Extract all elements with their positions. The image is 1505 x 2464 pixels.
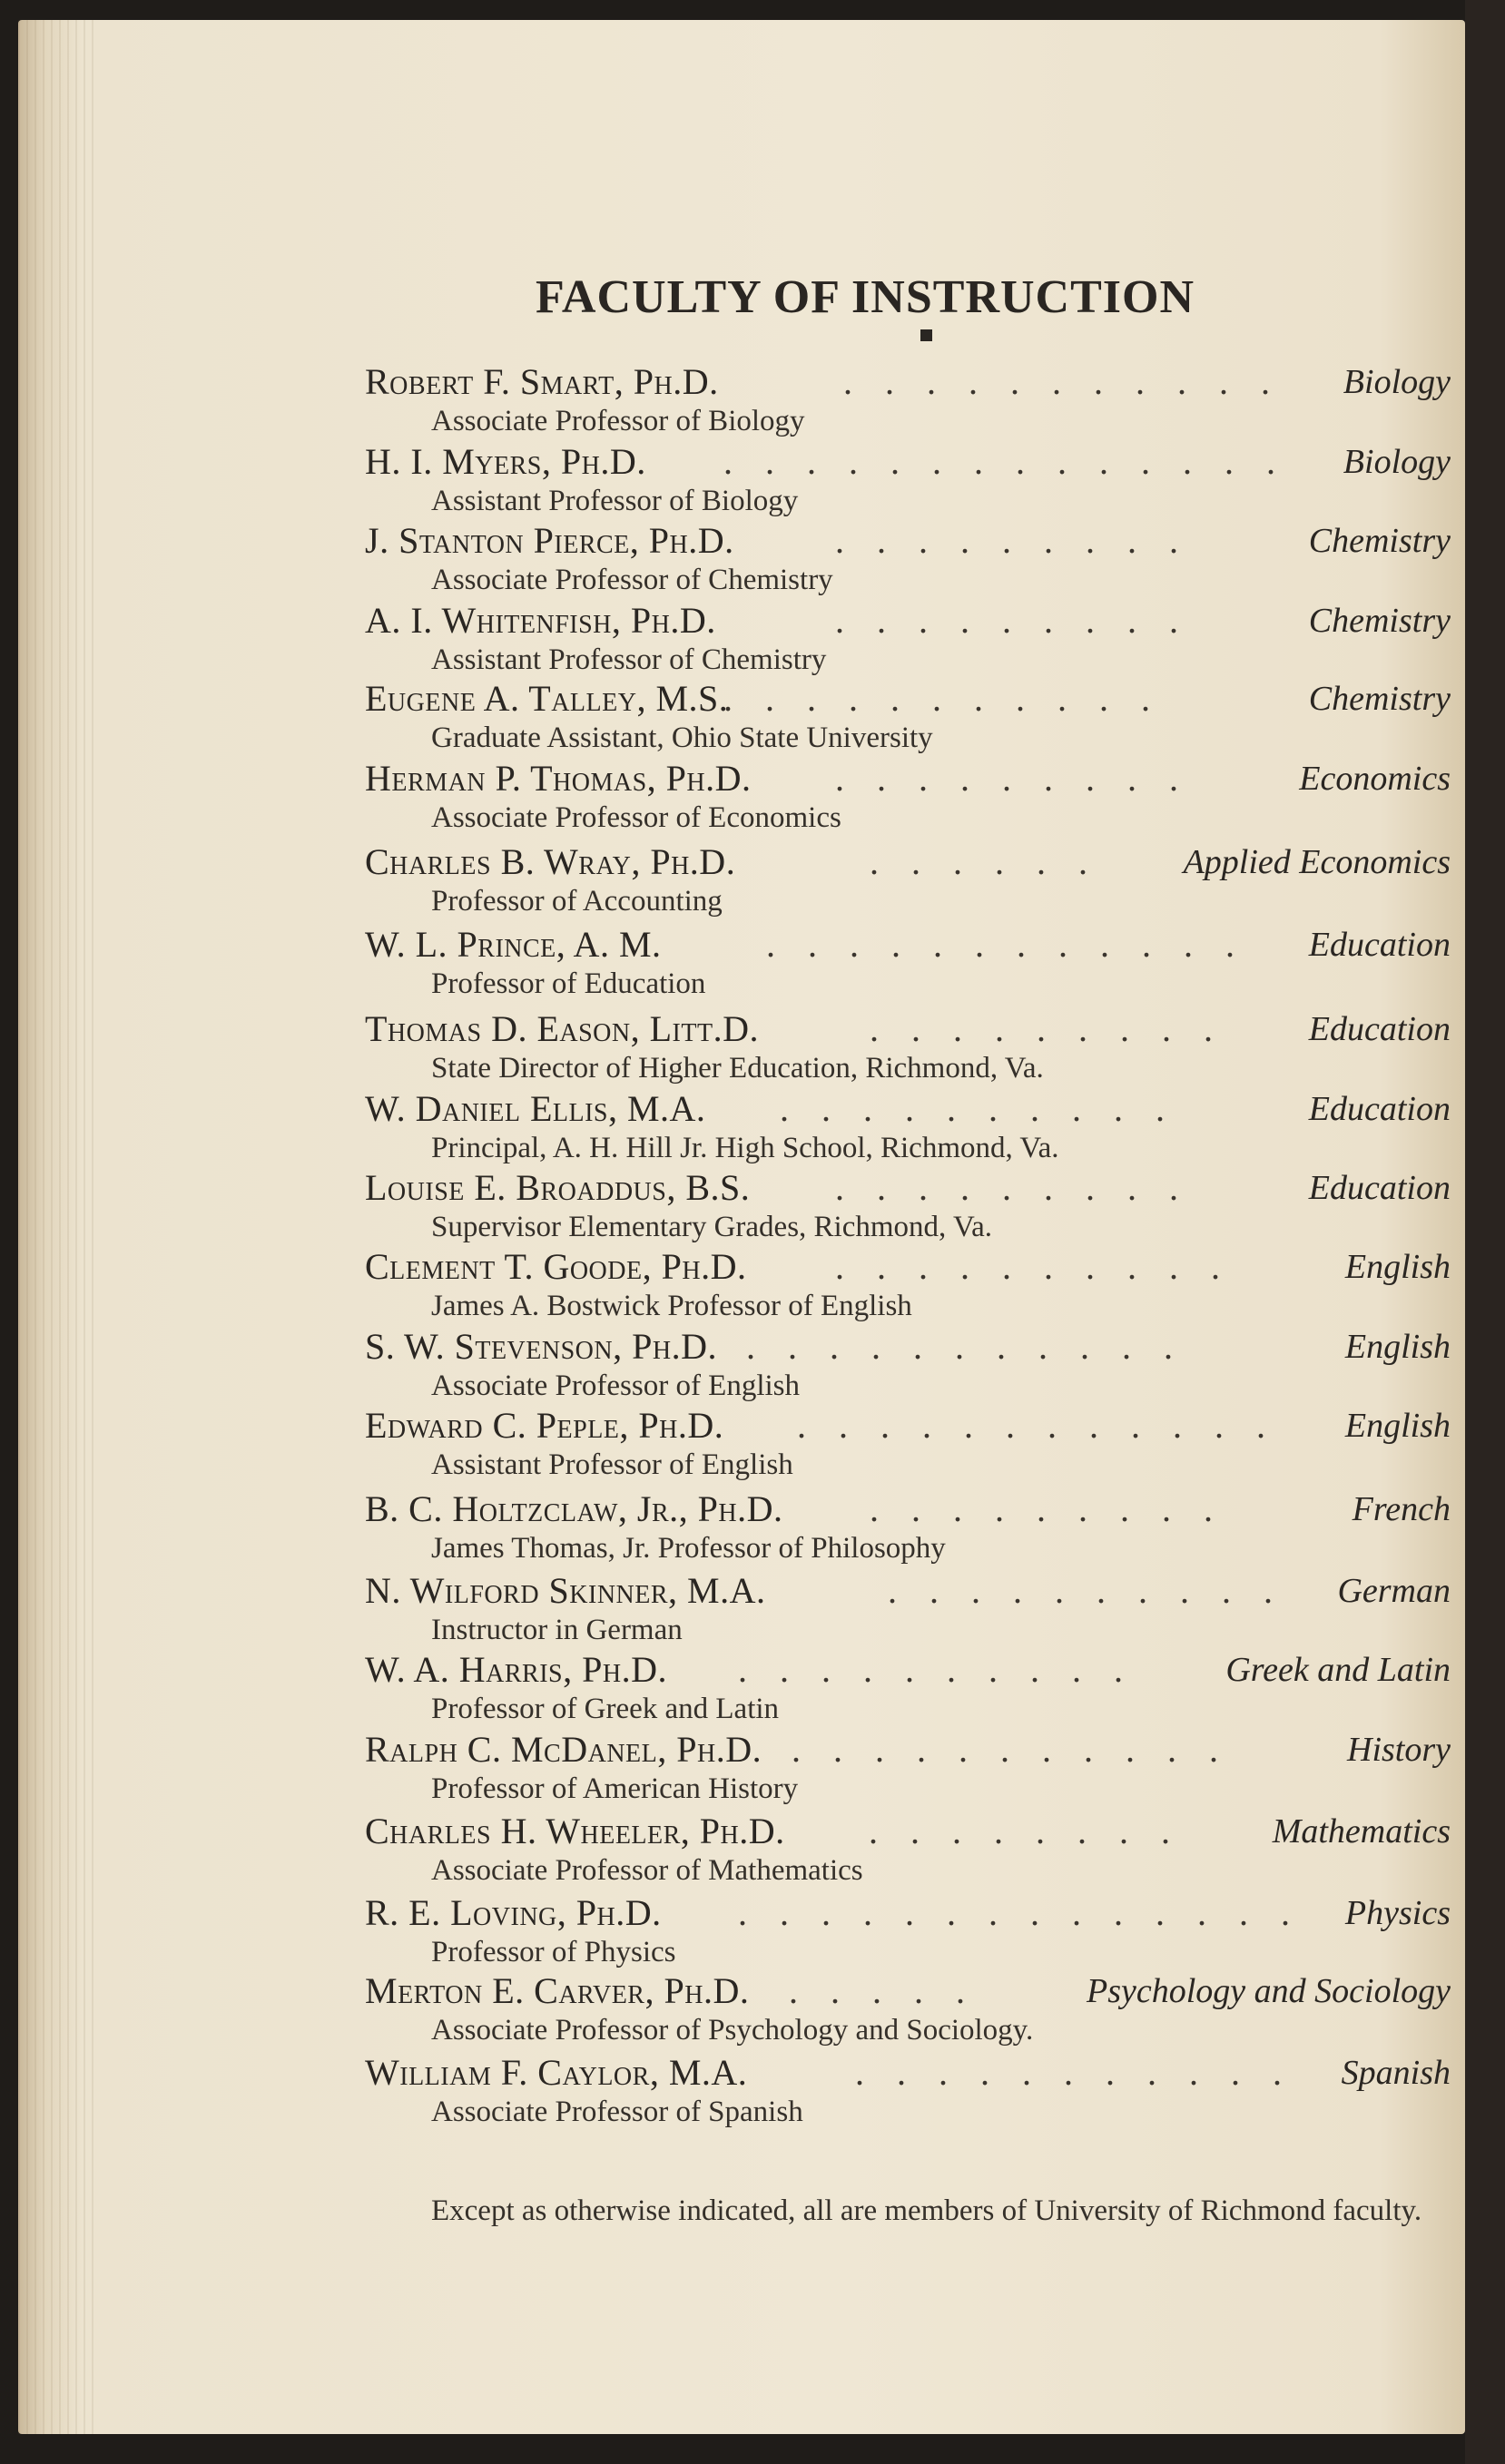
entry-heading (365, 1488, 1463, 1530)
department: Education (1308, 1090, 1451, 1128)
faculty-name: B. C. Holtzclaw, Jr., Ph.D. (365, 1488, 783, 1529)
entry-heading (365, 1008, 1463, 1050)
entry-heading (365, 1970, 1463, 2012)
faculty-name: W. A. Harris, Ph.D. (365, 1649, 667, 1690)
department: Education (1308, 926, 1451, 964)
faculty-entry (365, 1405, 1463, 1483)
faculty-name: Robert F. Smart, Ph.D. (365, 361, 719, 402)
faculty-name: Merton E. Carver, Ph.D. (365, 1970, 750, 2011)
faculty-entry (365, 758, 1463, 836)
page-title: FACULTY OF INSTRUCTION (536, 271, 1195, 323)
entry-heading (365, 2052, 1463, 2094)
leader-dots: . . . . . . . . . . . (746, 1326, 1185, 1367)
faculty-entry (365, 924, 1463, 1002)
entry-heading (365, 600, 1463, 642)
leader-dots: . . . . . . . . . . . . (766, 924, 1246, 965)
faculty-name: A. I. Whitenfish, Ph.D. (365, 600, 716, 641)
department: Chemistry (1308, 680, 1451, 718)
faculty-title: Professor of Physics (431, 1936, 676, 1968)
faculty-title: Professor of Accounting (431, 885, 723, 918)
faculty-title: Associate Professor of Chemistry (431, 564, 833, 596)
leader-dots: . . . . . . . . . . . . (797, 1405, 1277, 1446)
leader-dots: . . . . . . . . . . . (843, 361, 1282, 402)
faculty-title: James Thomas, Jr. Professor of Philosophy (431, 1532, 946, 1565)
faculty-title: Associate Professor of Mathematics (431, 1854, 863, 1887)
faculty-name: Charles H. Wheeler, Ph.D. (365, 1811, 785, 1851)
faculty-entry (365, 1246, 1463, 1324)
faculty-title: Assistant Professor of English (431, 1448, 793, 1481)
entry-heading (365, 1570, 1463, 1612)
department: Biology (1343, 443, 1451, 481)
faculty-name: N. Wilford Skinner, M.A. (365, 1570, 766, 1611)
department: Physics (1344, 1894, 1451, 1932)
faculty-title: Associate Professor of Biology (431, 405, 805, 437)
department: English (1344, 1248, 1451, 1286)
faculty-entry (365, 1008, 1463, 1086)
faculty-name: Edward C. Peple, Ph.D. (365, 1405, 724, 1446)
department: Economics (1299, 760, 1451, 798)
department: English (1344, 1328, 1451, 1366)
entry-heading (365, 520, 1463, 562)
faculty-entry (365, 1970, 1463, 2048)
faculty-entry (365, 1167, 1463, 1245)
entry-heading (365, 678, 1463, 720)
faculty-name: Herman P. Thomas, Ph.D. (365, 758, 752, 799)
faculty-name: Ralph C. McDanel, Ph.D. (365, 1729, 762, 1770)
faculty-entry (365, 1570, 1463, 1648)
faculty-title: James A. Bostwick Professor of English (431, 1290, 912, 1322)
entry-heading (365, 1167, 1463, 1209)
faculty-name: S. W. Stevenson, Ph.D. (365, 1326, 717, 1367)
faculty-title: Supervisor Elementary Grades, Richmond, Va. (431, 1211, 993, 1243)
faculty-title: Principal, A. H. Hill Jr. High School, Richmond, Va. (431, 1132, 1059, 1164)
faculty-title: Professor of American History (431, 1772, 799, 1805)
leader-dots: . . . . . . . . . . (888, 1570, 1284, 1611)
department: Greek and Latin (1225, 1651, 1451, 1689)
faculty-entry (365, 1811, 1463, 1889)
department: Education (1308, 1169, 1451, 1207)
department: Chemistry (1308, 522, 1451, 560)
faculty-name: H. I. Myers, Ph.D. (365, 441, 646, 482)
faculty-entry (365, 678, 1463, 756)
faculty-entry (365, 1088, 1463, 1166)
department: Psychology and Sociology (1086, 1972, 1451, 2010)
faculty-title: Associate Professor of Economics (431, 801, 841, 834)
department: Biology (1343, 363, 1451, 401)
faculty-title: Assistant Professor of Chemistry (431, 643, 827, 676)
faculty-entry (365, 841, 1463, 919)
faculty-name: Thomas D. Eason, Litt.D. (365, 1008, 759, 1049)
department: Education (1308, 1010, 1451, 1048)
entry-heading (365, 924, 1463, 966)
faculty-entry (365, 361, 1463, 439)
entry-heading (365, 1326, 1463, 1368)
faculty-title: Professor of Education (431, 967, 706, 1000)
entry-heading (365, 1649, 1463, 1691)
faculty-name: Eugene A. Talley, M.S. (365, 678, 729, 719)
leader-dots: . . . . . . . . . . (835, 1246, 1232, 1287)
entry-heading (365, 361, 1463, 403)
faculty-name: William F. Caylor, M.A. (365, 2052, 748, 2093)
department: Spanish (1341, 2054, 1451, 2092)
faculty-name: Clement T. Goode, Ph.D. (365, 1246, 747, 1287)
faculty-entry (365, 600, 1463, 678)
book-spine (1465, 0, 1505, 2464)
leader-dots: . . . . . . . . . . (738, 1649, 1135, 1690)
department: Mathematics (1272, 1812, 1451, 1850)
leader-dots: . . . . . . . . . (870, 1488, 1225, 1529)
leader-dots: . . . . . . . . . . . . . . (723, 441, 1287, 482)
title-ornament-icon (920, 329, 932, 341)
faculty-entry (365, 1649, 1463, 1727)
faculty-entry (365, 520, 1463, 598)
entry-heading (365, 841, 1463, 883)
leader-dots: . . . . . . . . . . . (855, 2052, 1294, 2093)
department: French (1352, 1490, 1451, 1528)
department: Applied Economics (1183, 843, 1451, 881)
entry-heading (365, 1892, 1463, 1934)
leader-dots: . . . . . . . . . (870, 1008, 1225, 1049)
faculty-entry (365, 1892, 1463, 1970)
entry-heading (365, 1811, 1463, 1852)
leader-dots: . . . . . . . . . . . (723, 678, 1162, 719)
page-binding-edge (18, 20, 100, 2434)
faculty-title: State Director of Higher Education, Richmond, Va. (431, 1052, 1044, 1085)
faculty-name: Charles B. Wray, Ph.D. (365, 841, 736, 882)
entry-heading (365, 758, 1463, 800)
faculty-entry (365, 441, 1463, 519)
department: History (1347, 1731, 1451, 1769)
faculty-entry (365, 1488, 1463, 1566)
faculty-title: Graduate Assistant, Ohio State University (431, 722, 933, 754)
faculty-title: Associate Professor of Spanish (431, 2096, 803, 2128)
leader-dots: . . . . . . . . . . . (792, 1729, 1230, 1770)
leader-dots: . . . . . (789, 1970, 977, 2011)
faculty-name: W. L. Prince, A. M. (365, 924, 662, 965)
faculty-entry (365, 2052, 1463, 2130)
faculty-entry (365, 1326, 1463, 1404)
leader-dots: . . . . . . . . . . . . . . (738, 1892, 1302, 1933)
leader-dots: . . . . . . . . . (835, 758, 1190, 799)
leader-dots: . . . . . . . . . . (780, 1088, 1176, 1129)
faculty-title: Professor of Greek and Latin (431, 1693, 780, 1725)
entry-heading (365, 1405, 1463, 1447)
department: English (1344, 1407, 1451, 1445)
faculty-name: J. Stanton Pierce, Ph.D. (365, 520, 734, 561)
department: Chemistry (1308, 602, 1451, 640)
department: German (1337, 1572, 1451, 1610)
faculty-title: Assistant Professor of Biology (431, 485, 799, 517)
entry-heading (365, 1088, 1463, 1130)
faculty-name: R. E. Loving, Ph.D. (365, 1892, 662, 1933)
faculty-title: Associate Professor of English (431, 1369, 801, 1402)
footnote: Except as otherwise indicated, all are members of University of Richmond faculty. (431, 2194, 1422, 2227)
leader-dots: . . . . . . . . . (835, 1167, 1190, 1208)
leader-dots: . . . . . . . . . (835, 520, 1190, 561)
faculty-name: W. Daniel Ellis, M.A. (365, 1088, 706, 1129)
entry-heading (365, 1729, 1463, 1771)
entry-heading (365, 441, 1463, 483)
leader-dots: . . . . . . . . (869, 1811, 1182, 1851)
faculty-title: Associate Professor of Psychology and Sociology. (431, 2014, 1034, 2047)
leader-dots: . . . . . . . . . (835, 600, 1190, 641)
faculty-entry (365, 1729, 1463, 1807)
faculty-title: Instructor in German (431, 1614, 683, 1646)
leader-dots: . . . . . . (870, 841, 1099, 882)
entry-heading (365, 1246, 1463, 1288)
faculty-name: Louise E. Broaddus, B.S. (365, 1167, 751, 1208)
